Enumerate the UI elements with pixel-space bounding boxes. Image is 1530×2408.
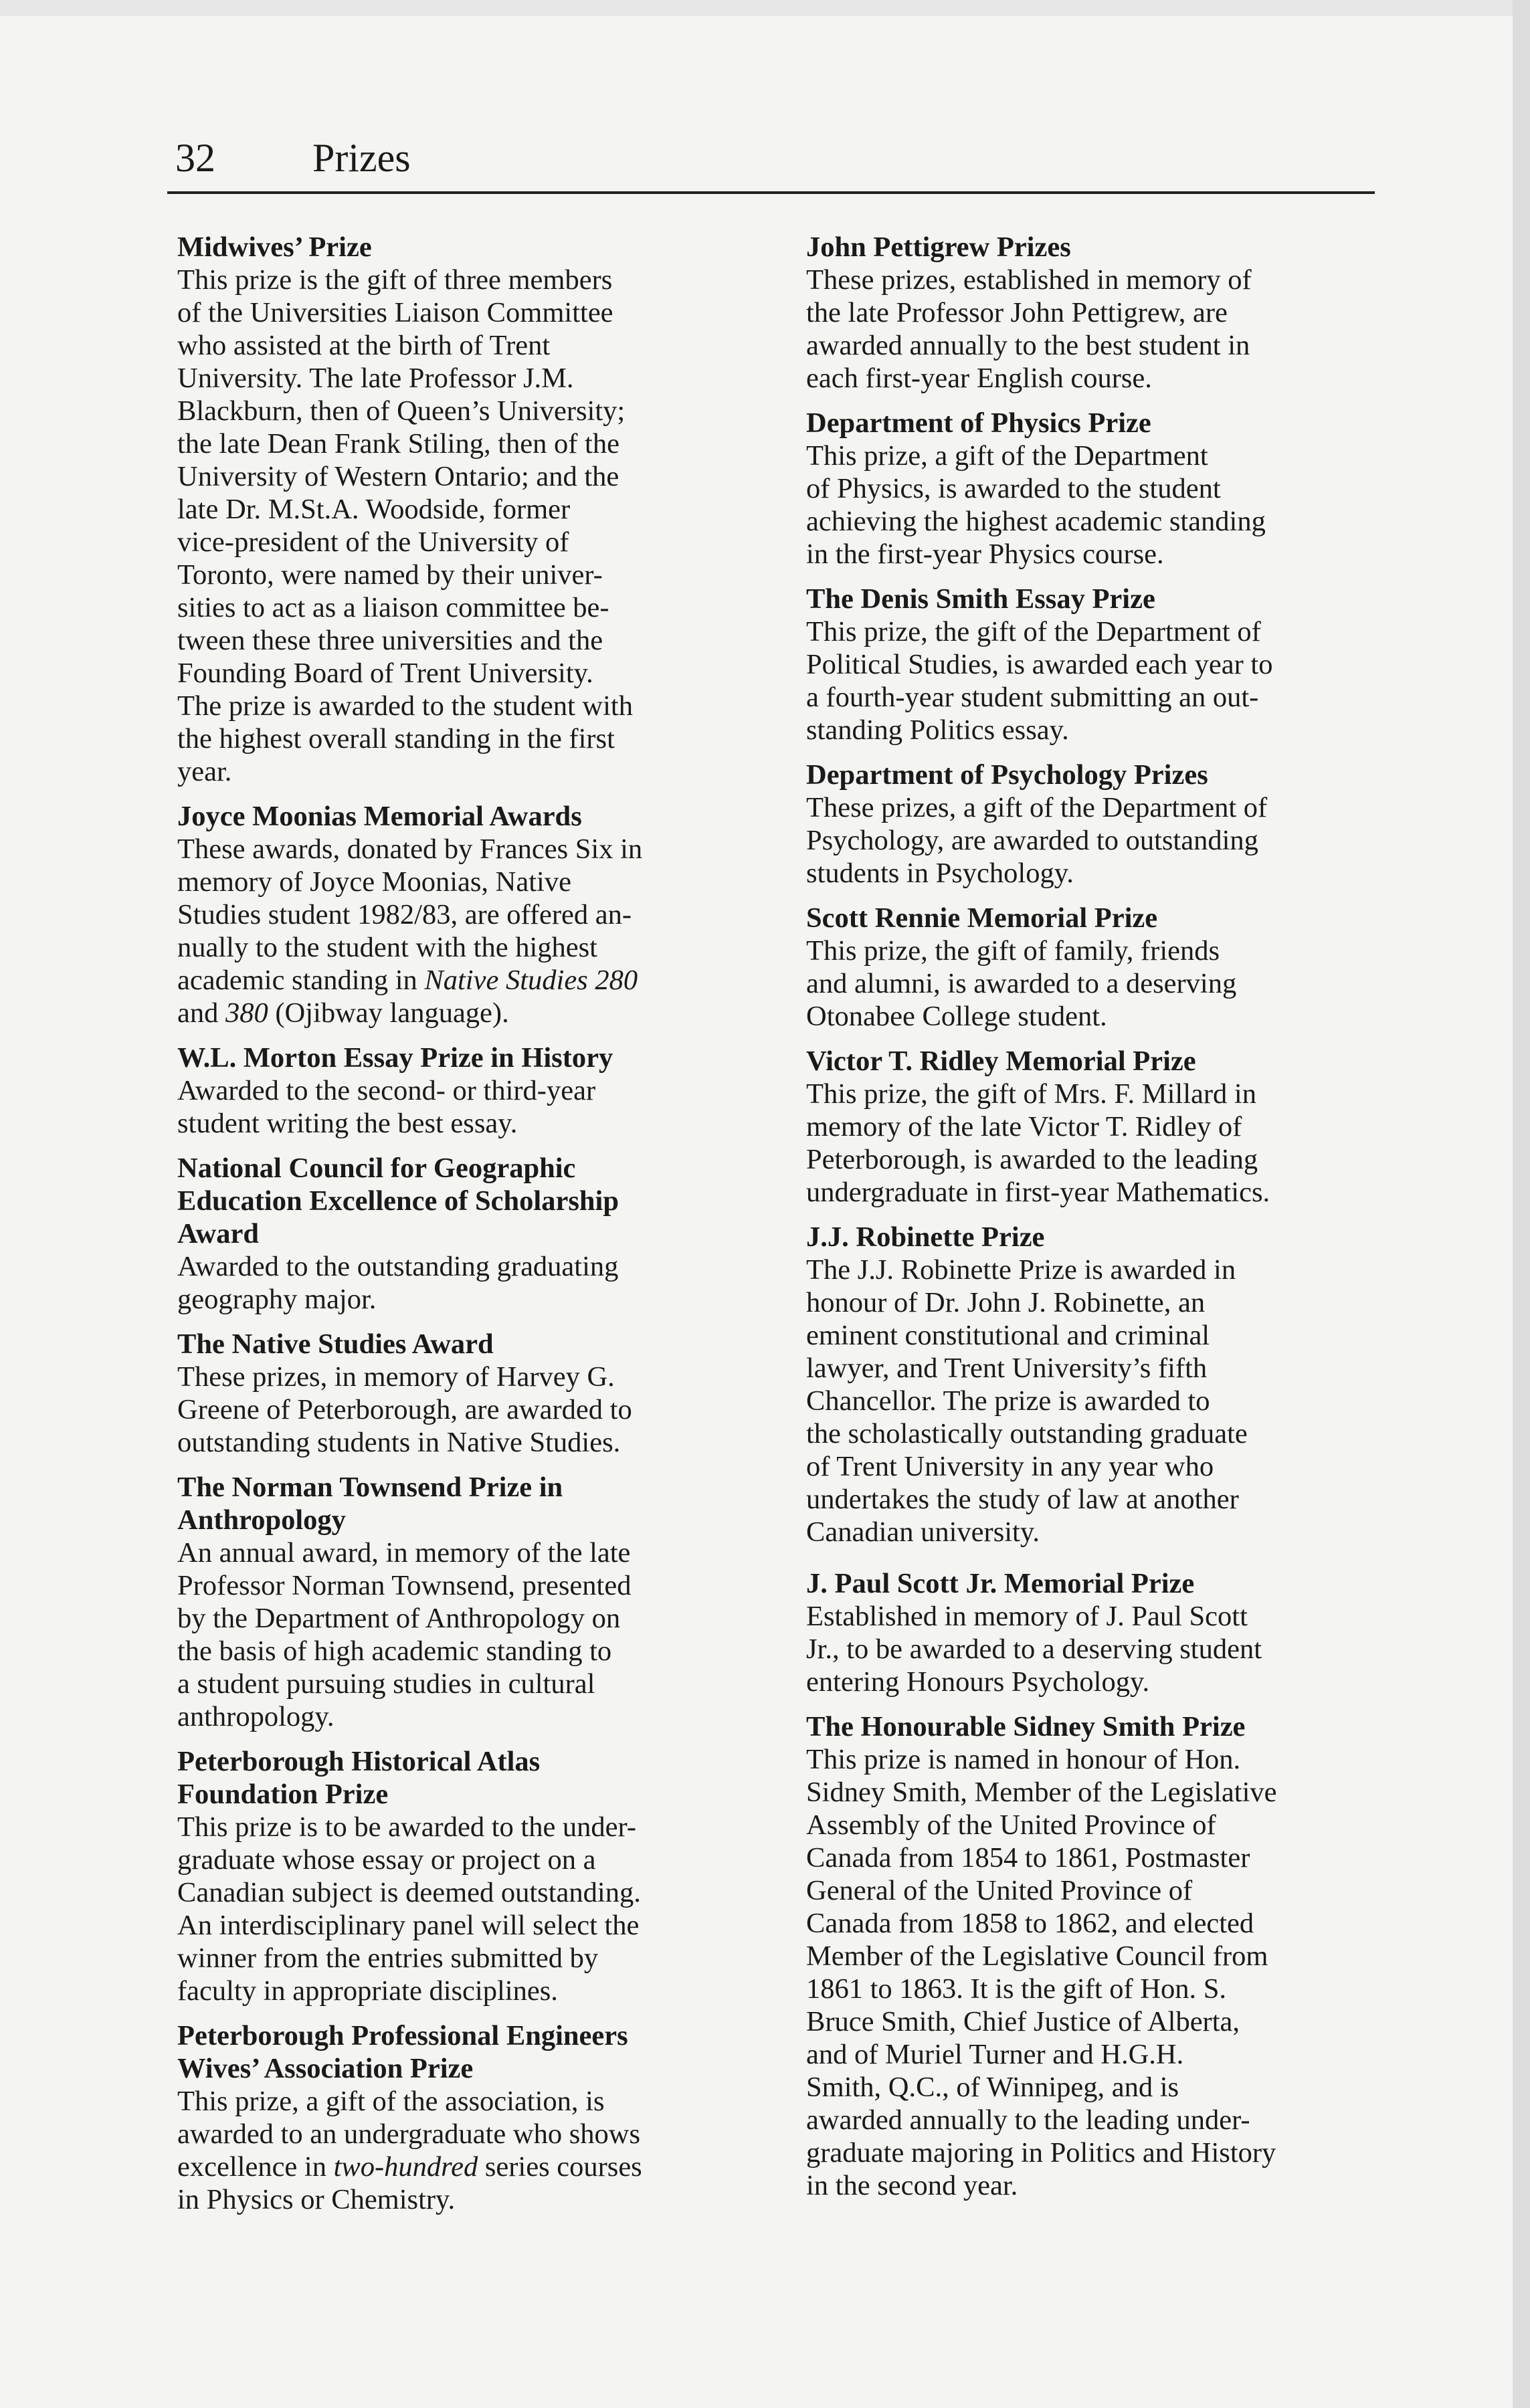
prize-description: This prize is the gift of three members of the Universities Liaison Committee who assisted at the birth of Trent University. The late Professor J.M. Blackburn, then of Queen’s University; the late Dean Frank Stiling, then of the University of Western Ontario; and the late Dr. M.St.A. Woodside, former vice-president of the University of Toronto, were named by their univer- sities to act as a liaison committee be- tween these three universities and the Founding Board of Trent University. The prize is awarded to the student with the highest overall standing in the first year. bbox=[177, 264, 633, 787]
prize-text: series courses in Physics or Chemistry. bbox=[177, 2151, 642, 2215]
prize-text: These awards, donated by Frances Six in memory of Joyce Moonias, Native Studies student 1982/83, are offered an- nually to the student with the highest academic standing in bbox=[177, 833, 643, 996]
prize-title: Scott Rennie Memorial Prize bbox=[806, 902, 1158, 934]
prize-entry bbox=[806, 1045, 1388, 1209]
prize-entry bbox=[177, 1328, 753, 1459]
prize-title: Midwives’ Prize bbox=[177, 231, 372, 263]
prize-title: National Council for Geographic Education Excellence of Scholarship Award bbox=[177, 1152, 619, 1249]
prize-entry bbox=[806, 759, 1388, 890]
prize-entry bbox=[177, 800, 753, 1029]
prize-title: Department of Physics Prize bbox=[806, 407, 1151, 439]
prize-title: J.J. Robinette Prize bbox=[806, 1221, 1045, 1253]
prize-description: This prize, a gift of the Department of Physics, is awarded to the student achieving the highest academic standing in the first-year Physics course. bbox=[806, 440, 1266, 570]
page-number: 32 bbox=[175, 136, 215, 180]
prize-entry bbox=[806, 1567, 1388, 1698]
prize-title: Peterborough Historical Atlas Foundation Prize bbox=[177, 1746, 541, 1810]
prize-description: These prizes, in memory of Harvey G. Greene of Peterborough, are awarded to outstanding students in Native Studies. bbox=[177, 1361, 632, 1458]
prize-description: Established in memory of J. Paul Scott Jr., to be awarded to a deserving student entering Honours Psychology. bbox=[806, 1601, 1262, 1698]
prize-title: The Norman Townsend Prize in Anthropology bbox=[177, 1472, 563, 1536]
scan-border-top bbox=[0, 0, 1530, 16]
prize-entry bbox=[177, 2019, 753, 2216]
header-rule bbox=[167, 191, 1375, 194]
course-name: Native Studies 280 bbox=[424, 965, 638, 996]
prize-title: W.L. Morton Essay Prize in History bbox=[177, 1042, 613, 1074]
prize-entry bbox=[177, 1471, 753, 1733]
course-number: 380 bbox=[225, 997, 268, 1029]
scan-border-right bbox=[1513, 0, 1530, 2408]
section-title: Prizes bbox=[312, 136, 411, 180]
prize-entry bbox=[806, 231, 1388, 395]
prize-text: This prize, a gift of the association, is awarded to an undergraduate who shows excellence in bbox=[177, 2086, 640, 2183]
prize-entry bbox=[806, 1710, 1388, 2202]
prize-description: The J.J. Robinette Prize is awarded in honour of Dr. John J. Robinette, an eminent constitutional and criminal lawyer, and Trent University’s fifth Chancellor. The prize is awarded to the scholastically outstanding graduate of Trent University in any year who undertakes the study of law at another Canadian university. bbox=[806, 1254, 1248, 1548]
prize-entry bbox=[177, 1152, 753, 1316]
prize-text: and bbox=[177, 997, 219, 1029]
prize-entry bbox=[177, 231, 753, 788]
prize-description: Awarded to the outstanding graduating geography major. bbox=[177, 1251, 619, 1315]
prize-entry bbox=[177, 1041, 753, 1140]
prize-description: This prize, the gift of family, friends and alumni, is awarded to a deserving Otonabee College student. bbox=[806, 935, 1237, 1032]
prize-description: An annual award, in memory of the late Professor Norman Townsend, presented by the Department of Anthropology on the basis of high academic standing to a student pursuing studies in cultural anthropology. bbox=[177, 1537, 632, 1732]
prize-description: This prize is to be awarded to the under- graduate whose essay or project on a Canadian subject is deemed outstanding. An interdisciplinary panel will select the winner from the entries submitted by faculty in appropriate disciplines. bbox=[177, 1811, 641, 2007]
prize-title: John Pettigrew Prizes bbox=[806, 231, 1071, 263]
prize-title: The Denis Smith Essay Prize bbox=[806, 583, 1155, 615]
prize-entry bbox=[806, 902, 1388, 1033]
page-header bbox=[175, 131, 1373, 191]
right-column bbox=[806, 231, 1388, 2214]
prize-description: This prize is named in honour of Hon. Sidney Smith, Member of the Legislative Assembly of the United Province of Canada from 1854 to 1861, Postmaster General of the United Province of Canada from 1858 to 1862, and elected Member of the Legislative Council from 1861 to 1863. It is the gift of Hon. S. Bruce Smith, Chief Justice of Alberta, and of Muriel Turner and H.G.H. Smith, Q.C., of Winnipeg, and is awarded annually to the leading under- graduate majoring in Politics and History in the second year. bbox=[806, 1744, 1277, 2201]
prize-entry bbox=[806, 407, 1388, 571]
prize-title: J. Paul Scott Jr. Memorial Prize bbox=[806, 1568, 1195, 1599]
prize-description: Awarded to the second- or third-year student writing the best essay. bbox=[177, 1075, 596, 1139]
prize-entry bbox=[806, 1221, 1388, 1548]
prize-description: These prizes, a gift of the Department of Psychology, are awarded to outstanding students in Psychology. bbox=[806, 792, 1268, 889]
prize-description: These prizes, established in memory of the late Professor John Pettigrew, are awarded annually to the best student in each first-year English course. bbox=[806, 264, 1252, 394]
prize-title: The Native Studies Award bbox=[177, 1328, 494, 1360]
prize-description bbox=[177, 833, 753, 1029]
prize-title: Victor T. Ridley Memorial Prize bbox=[806, 1045, 1196, 1077]
prize-description bbox=[177, 2085, 753, 2216]
left-column bbox=[177, 231, 753, 2228]
prize-title: Department of Psychology Prizes bbox=[806, 759, 1208, 791]
prize-description: This prize, the gift of Mrs. F. Millard in memory of the late Victor T. Ridley of Peterborough, is awarded to the leading undergraduate in first-year Mathematics. bbox=[806, 1078, 1270, 1208]
prize-title: The Honourable Sidney Smith Prize bbox=[806, 1711, 1246, 1742]
prize-entry bbox=[806, 583, 1388, 746]
prize-title: Peterborough Professional Engineers Wives’ Association Prize bbox=[177, 2020, 628, 2084]
prize-entry bbox=[177, 1745, 753, 2007]
prize-description: This prize, the gift of the Department of Political Studies, is awarded each year to a fourth-year student submitting an out- standing Politics essay. bbox=[806, 616, 1273, 746]
course-series: two-hundred bbox=[333, 2151, 478, 2183]
prize-title: Joyce Moonias Memorial Awards bbox=[177, 801, 582, 832]
prize-text: (Ojibway language). bbox=[268, 997, 509, 1029]
